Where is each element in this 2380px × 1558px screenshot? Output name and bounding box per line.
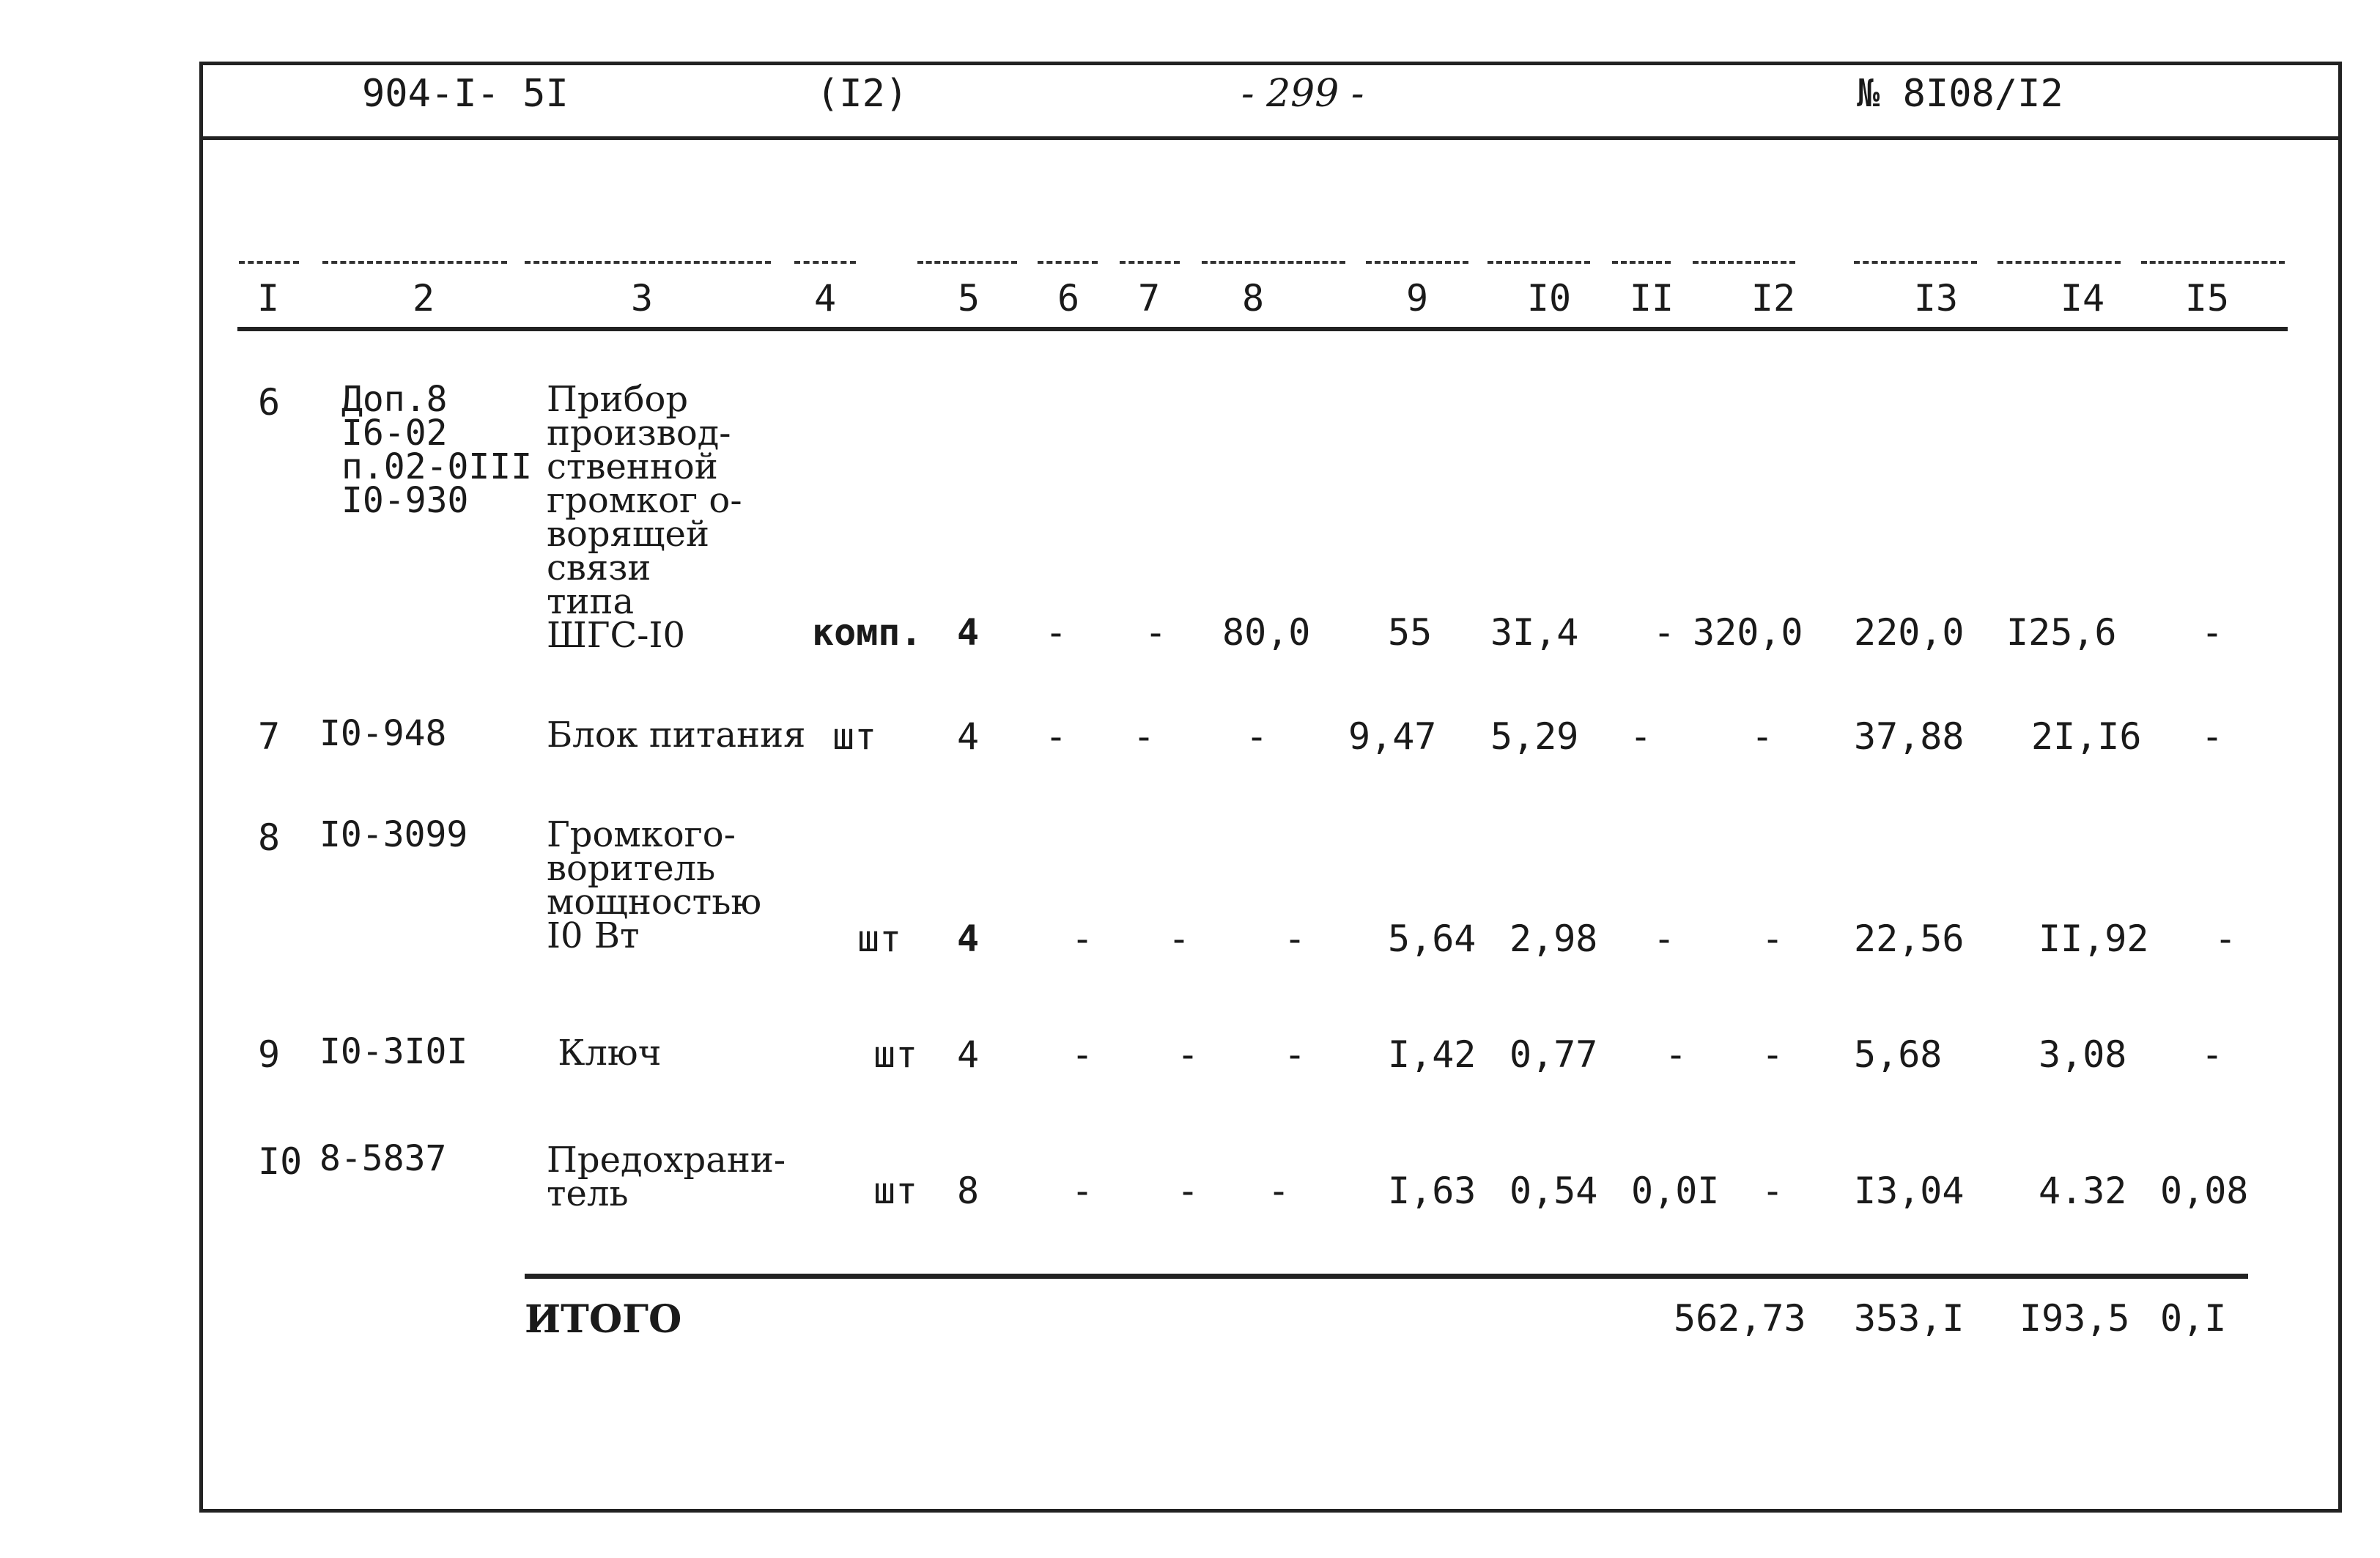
row-description: Громкого- воритель мощностью I0 Вт <box>547 814 762 956</box>
document-number: № 8I08/I2 <box>1857 72 2063 116</box>
row-unit: комп. <box>812 611 923 654</box>
row-col10: 5,29 <box>1490 715 1579 758</box>
row-col14: I25,6 <box>2006 611 2117 654</box>
row-code: I0-3I0I <box>319 1031 468 1072</box>
row-col9: 55 <box>1388 611 1433 654</box>
column-number: 2 <box>412 277 435 320</box>
row-col15: - <box>2214 918 2237 960</box>
row-col11: - <box>1665 1033 1688 1076</box>
section-code: (I2) <box>816 72 909 116</box>
row-code: 8-5837 <box>319 1138 447 1179</box>
row-col8: - <box>1284 1033 1307 1076</box>
total-col15: 0,I <box>2160 1297 2227 1340</box>
row-col14: 2I,I6 <box>2031 715 2142 758</box>
row-col11: - <box>1653 918 1676 960</box>
row-col6: - <box>1071 1033 1094 1076</box>
row-col11: 0,0I <box>1631 1170 1720 1212</box>
column-number: 8 <box>1241 277 1265 320</box>
page-number: - 299 - <box>1241 72 1364 116</box>
row-col12: 320,0 <box>1693 611 1803 654</box>
row-unit: шт <box>873 1033 918 1076</box>
row-col8: - <box>1246 715 1268 758</box>
column-number: 5 <box>957 277 980 320</box>
total-col14: I93,5 <box>2019 1297 2130 1340</box>
row-description: Блок питания <box>547 715 806 756</box>
column-number: 3 <box>630 277 654 320</box>
row-col6: - <box>1071 918 1094 960</box>
row-col12: - <box>1762 918 1784 960</box>
row-code: I0-948 <box>319 713 447 754</box>
row-col12: - <box>1762 1170 1784 1212</box>
row-col6: - <box>1071 1170 1094 1212</box>
row-qty: 4 <box>957 611 980 654</box>
header-rule <box>237 327 2288 331</box>
row-col13: 5,68 <box>1854 1033 1943 1076</box>
row-unit: шт <box>832 715 877 758</box>
row-col7: - <box>1177 1033 1200 1076</box>
row-col14: 3,08 <box>2039 1033 2127 1076</box>
row-unit: шт <box>857 918 902 960</box>
row-col12: - <box>1751 715 1774 758</box>
row-col7: - <box>1133 715 1156 758</box>
column-number: I0 <box>1526 277 1572 320</box>
row-col10: 2,98 <box>1509 918 1598 960</box>
row-unit: шт <box>873 1170 918 1212</box>
row-description: Прибор производ- ственной громког о- ворящей связи типа ШГС-I0 <box>547 379 742 656</box>
row-qty: 4 <box>957 918 980 960</box>
row-col15: - <box>2201 715 2224 758</box>
row-description: Предохрани- тель <box>547 1140 786 1214</box>
row-col15: - <box>2201 611 2224 654</box>
row-code: Доп.8 I6-02 п.02-0III I0-930 <box>341 379 533 521</box>
row-col10: 0,77 <box>1509 1033 1598 1076</box>
column-number: I4 <box>2060 277 2105 320</box>
row-col10: 3I,4 <box>1490 611 1579 654</box>
row-number: 8 <box>258 816 281 859</box>
row-col15: 0,08 <box>2160 1170 2249 1212</box>
row-col13: I3,04 <box>1854 1170 1965 1212</box>
row-description: Ключ <box>547 1033 662 1074</box>
column-number: I5 <box>2184 277 2230 320</box>
row-col8: - <box>1268 1170 1290 1212</box>
row-number: 7 <box>258 715 281 758</box>
row-number: 9 <box>258 1033 281 1076</box>
column-number: 4 <box>813 277 837 320</box>
row-col7: - <box>1177 1170 1200 1212</box>
row-col7: - <box>1145 611 1167 654</box>
column-number: 6 <box>1057 277 1080 320</box>
row-col8: - <box>1284 918 1307 960</box>
row-col13: 37,88 <box>1854 715 1965 758</box>
row-col11: - <box>1653 611 1676 654</box>
row-col8: 80,0 <box>1222 611 1311 654</box>
row-col7: - <box>1168 918 1191 960</box>
row-number: 6 <box>258 381 281 424</box>
total-col13: 353,I <box>1854 1297 1965 1340</box>
row-col6: - <box>1045 715 1068 758</box>
row-col15: - <box>2201 1033 2224 1076</box>
row-code: I0-3099 <box>319 814 468 855</box>
totals-label: ИТОГО <box>525 1297 682 1342</box>
column-number: 9 <box>1405 277 1429 320</box>
column-number: II <box>1629 277 1674 320</box>
row-number: I0 <box>258 1140 303 1183</box>
row-col9: 9,47 <box>1348 715 1437 758</box>
row-qty: 4 <box>957 1033 980 1076</box>
row-col11: - <box>1630 715 1652 758</box>
column-number: I <box>256 277 280 320</box>
row-col6: - <box>1045 611 1068 654</box>
row-col14: 4.32 <box>2039 1170 2127 1212</box>
row-col14: II,92 <box>2039 918 2149 960</box>
totals-rule <box>525 1274 2248 1279</box>
row-col13: 220,0 <box>1854 611 1965 654</box>
row-col9: I,63 <box>1388 1170 1477 1212</box>
column-number: I2 <box>1751 277 1796 320</box>
row-col9: 5,64 <box>1388 918 1477 960</box>
row-col9: I,42 <box>1388 1033 1477 1076</box>
column-number: I3 <box>1913 277 1959 320</box>
row-qty: 4 <box>957 715 980 758</box>
total-col12: 562,73 <box>1674 1297 1806 1340</box>
column-number: 7 <box>1137 277 1161 320</box>
row-col13: 22,56 <box>1854 918 1965 960</box>
row-col10: 0,54 <box>1509 1170 1598 1212</box>
row-qty: 8 <box>957 1170 980 1212</box>
header-divider <box>199 136 2342 140</box>
row-col12: - <box>1762 1033 1784 1076</box>
doc-code: 904-I- 5I <box>362 72 569 116</box>
